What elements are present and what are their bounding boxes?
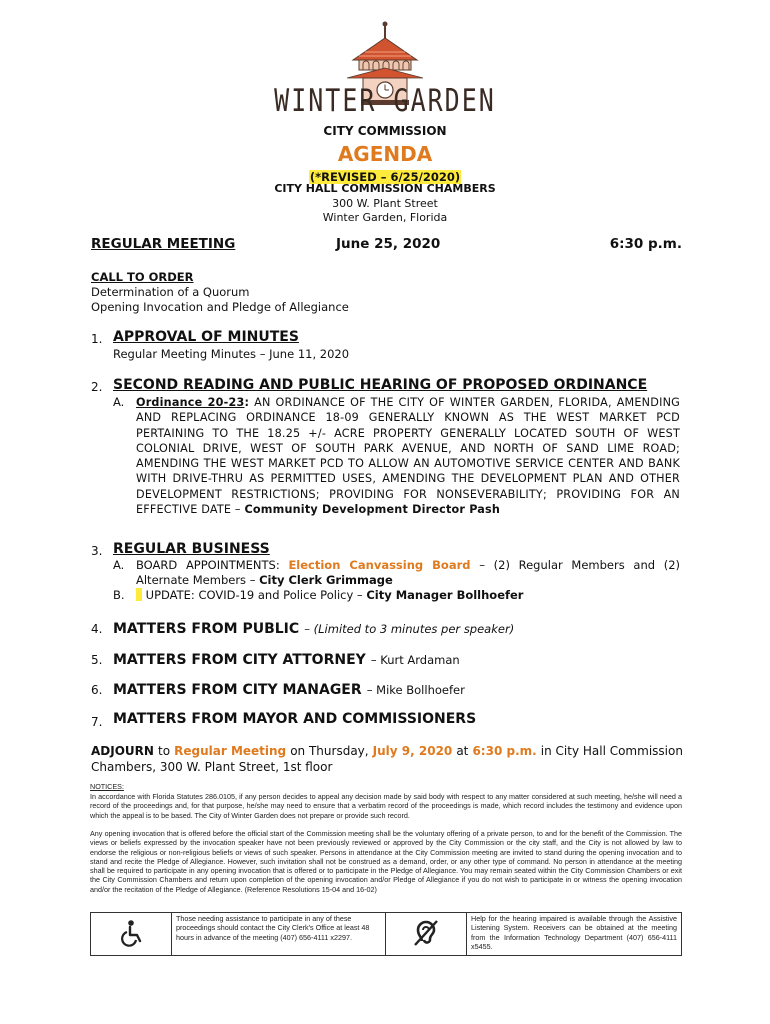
adjourn-place-1: in City Hall Commission bbox=[540, 744, 683, 758]
notices-paragraph-1: In accordance with Florida Statutes 286.0105, if any person decides to appeal any decision made by said body with respect to any matter considered at such meeting, he/she will need a record of the proceedings and, for that purpose, he/she may need to ensure that a verbatim record of the proceedings is made, which record includes the testimony and evidence upon which the appeal is to be based. The City of Winter Garden does not prepare or provide such record. bbox=[90, 792, 682, 820]
section-title: MATTERS FROM PUBLIC bbox=[113, 621, 300, 637]
section-row bbox=[113, 649, 460, 668]
meeting-time: 6:30 p.m. bbox=[609, 236, 682, 252]
ordinance-label: Ordinance 20-23 bbox=[136, 396, 245, 409]
revised-note: (*REVISED – 6/25/2020) bbox=[309, 170, 461, 184]
section-number: 4. bbox=[91, 622, 103, 636]
section-title: MATTERS FROM MAYOR AND COMMISSIONERS bbox=[113, 711, 477, 727]
ordinance-text: AN ORDINANCE OF THE CITY OF WINTER GARDEN, FLORIDA, AMENDING AND REPLACING ORDINANCE 18-09 GENERALLY KNOWN AS THE WEST MARKET PCD PERTAINING TO THE 18.25 +/- ACRE PROPERTY GENERALLY LOCATED SOUTH OF WEST COLONIAL DRIVE, WEST OF SOUTH PARK AVENUE, AND NORTH OF SAND LIME ROAD; AMENDING THE WEST MARKET PCD TO ALLOW AN AUTOMOTIVE SERVICE CENTER AND BANK WITH DRIVE-THRU AS PERMITTED USES, AMENDING THE DEVELOPMENT PLAN AND OTHER DEVELOPMENT RESTRICTIONS; PROVIDING FOR NONSEVERABILITY; PROVIDING FOR AN EFFECTIVE DATE – bbox=[136, 396, 681, 517]
address-line-2: Winter Garden, Florida bbox=[322, 211, 448, 224]
next-meeting-date: July 9, 2020 bbox=[372, 744, 453, 758]
board-appointments-detail: – (2) Regular Members and (2) Alternate Members – bbox=[136, 558, 681, 588]
covid-update-item bbox=[136, 588, 523, 603]
wheelchair-cell bbox=[91, 913, 172, 956]
section-number: 7. bbox=[91, 715, 103, 729]
hearing-assistance-cell: Help for the hearing impaired is available through the Assistive Listening System. Receivers can be obtained at the meeting from the Information Technology Department (407) 656-4111 x5455. bbox=[467, 913, 682, 956]
accessibility-table bbox=[90, 912, 682, 956]
section-detail: – Kurt Ardaman bbox=[370, 653, 460, 667]
adjourn-label: ADJOURN bbox=[91, 744, 154, 758]
section-number: 2. bbox=[91, 380, 103, 394]
logo-wordmark: WINTER GARDEN bbox=[274, 82, 496, 119]
adjourn-at: at bbox=[456, 744, 469, 758]
assistance-cell: Those needing assistance to participate in any of these proceedings should contact the City Clerk's Office at least 48 hours in advance of the meeting (407) 656-4111 x2297. bbox=[172, 913, 386, 956]
ordinance-colon: : bbox=[244, 396, 250, 409]
board-appointments-label: BOARD APPOINTMENTS: bbox=[136, 558, 280, 572]
section-title: SECOND READING AND PUBLIC HEARING OF PROPOSED ORDINANCE bbox=[113, 377, 648, 393]
highlight-marker bbox=[136, 588, 142, 601]
section-number: 6. bbox=[91, 683, 103, 697]
section-number: 3. bbox=[91, 544, 103, 558]
section-row bbox=[113, 679, 465, 698]
adjourn-to: to bbox=[158, 744, 171, 758]
board-appointments-item bbox=[136, 558, 680, 589]
next-meeting-type: Regular Meeting bbox=[174, 744, 287, 758]
ordinance-item bbox=[136, 395, 680, 517]
notices-paragraph-2: Any opening invocation that is offered before the official start of the Commission meeting shall be the voluntary offering of a private person, to and for the benefit of the Commission. The views or beliefs expressed by the invocation speaker have not been previously reviewed or approved by the City Commission or the city staff, and the City is not allowed by law to endorse the religious or non-religious beliefs or views of such speaker. Persons in attendance at the City Commission meeting are invited to stand during the opening invocation and to stand and recite the Pledge of Allegiance. However, such invitation shall not be construed as a demand, order, or any other type of command. No person in attendance at the meeting shall be required to participate in any opening invocation that is offered or to participate in the Pledge of Allegiance. You may remain seated within the City Commission Chambers or exit the City Commission Chambers and return upon completion of the opening invocation and/or Pledge of Allegiance if you do not wish to participate in or witness the opening invocation and/or the recitation of the Pledge of Allegiance. (Reference Resolutions 15-04 and 16-02) bbox=[90, 829, 682, 894]
call-to-order-line: Determination of a Quorum bbox=[91, 285, 250, 299]
item-letter: B. bbox=[113, 588, 125, 602]
meeting-type: REGULAR MEETING bbox=[91, 236, 236, 252]
section-number: 5. bbox=[91, 653, 103, 667]
notices-heading: NOTICES: bbox=[90, 782, 124, 791]
hearing-impaired-icon bbox=[410, 917, 442, 949]
election-canvassing-board: Election Canvassing Board bbox=[288, 558, 471, 572]
covid-update-text: UPDATE: COVID-19 and Police Policy – bbox=[145, 588, 363, 602]
next-meeting-time: 6:30 p.m. bbox=[472, 744, 537, 758]
adjourn-place-2: Chambers, 300 W. Plant Street, 1st floor bbox=[91, 760, 333, 774]
adjourn-statement bbox=[91, 743, 683, 775]
section-detail: Regular Meeting Minutes – June 11, 2020 bbox=[113, 347, 350, 361]
item-letter: A. bbox=[113, 558, 125, 572]
adjourn-line-1 bbox=[91, 743, 683, 759]
section-row bbox=[113, 618, 514, 637]
section-title: MATTERS FROM CITY MANAGER bbox=[113, 682, 362, 698]
covid-update-presenter: City Manager Bollhoefer bbox=[366, 588, 524, 602]
wheelchair-icon bbox=[116, 918, 146, 948]
meeting-date: June 25, 2020 bbox=[336, 236, 441, 252]
adjourn-on: on Thursday, bbox=[290, 744, 369, 758]
section-number: 1. bbox=[91, 332, 103, 346]
agenda-title: AGENDA bbox=[337, 142, 433, 166]
hearing-cell bbox=[386, 913, 467, 956]
city-commission-label: CITY COMMISSION bbox=[323, 124, 447, 138]
section-title: REGULAR BUSINESS bbox=[113, 541, 270, 557]
section-title: APPROVAL OF MINUTES bbox=[113, 329, 299, 345]
section-detail: – (Limited to 3 minutes per speaker) bbox=[304, 622, 515, 636]
section-detail: – Mike Bollhoefer bbox=[366, 683, 465, 697]
call-to-order-heading: CALL TO ORDER bbox=[91, 270, 194, 284]
board-appointments-presenter: City Clerk Grimmage bbox=[259, 573, 393, 588]
address-line-1: 300 W. Plant Street bbox=[332, 197, 438, 210]
call-to-order-line: Opening Invocation and Pledge of Allegiance bbox=[91, 300, 349, 314]
ordinance-presenter: Community Development Director Pash bbox=[244, 503, 501, 517]
section-title: MATTERS FROM CITY ATTORNEY bbox=[113, 652, 366, 668]
location-label: CITY HALL COMMISSION CHAMBERS bbox=[274, 182, 496, 195]
item-letter: A. bbox=[113, 395, 125, 409]
